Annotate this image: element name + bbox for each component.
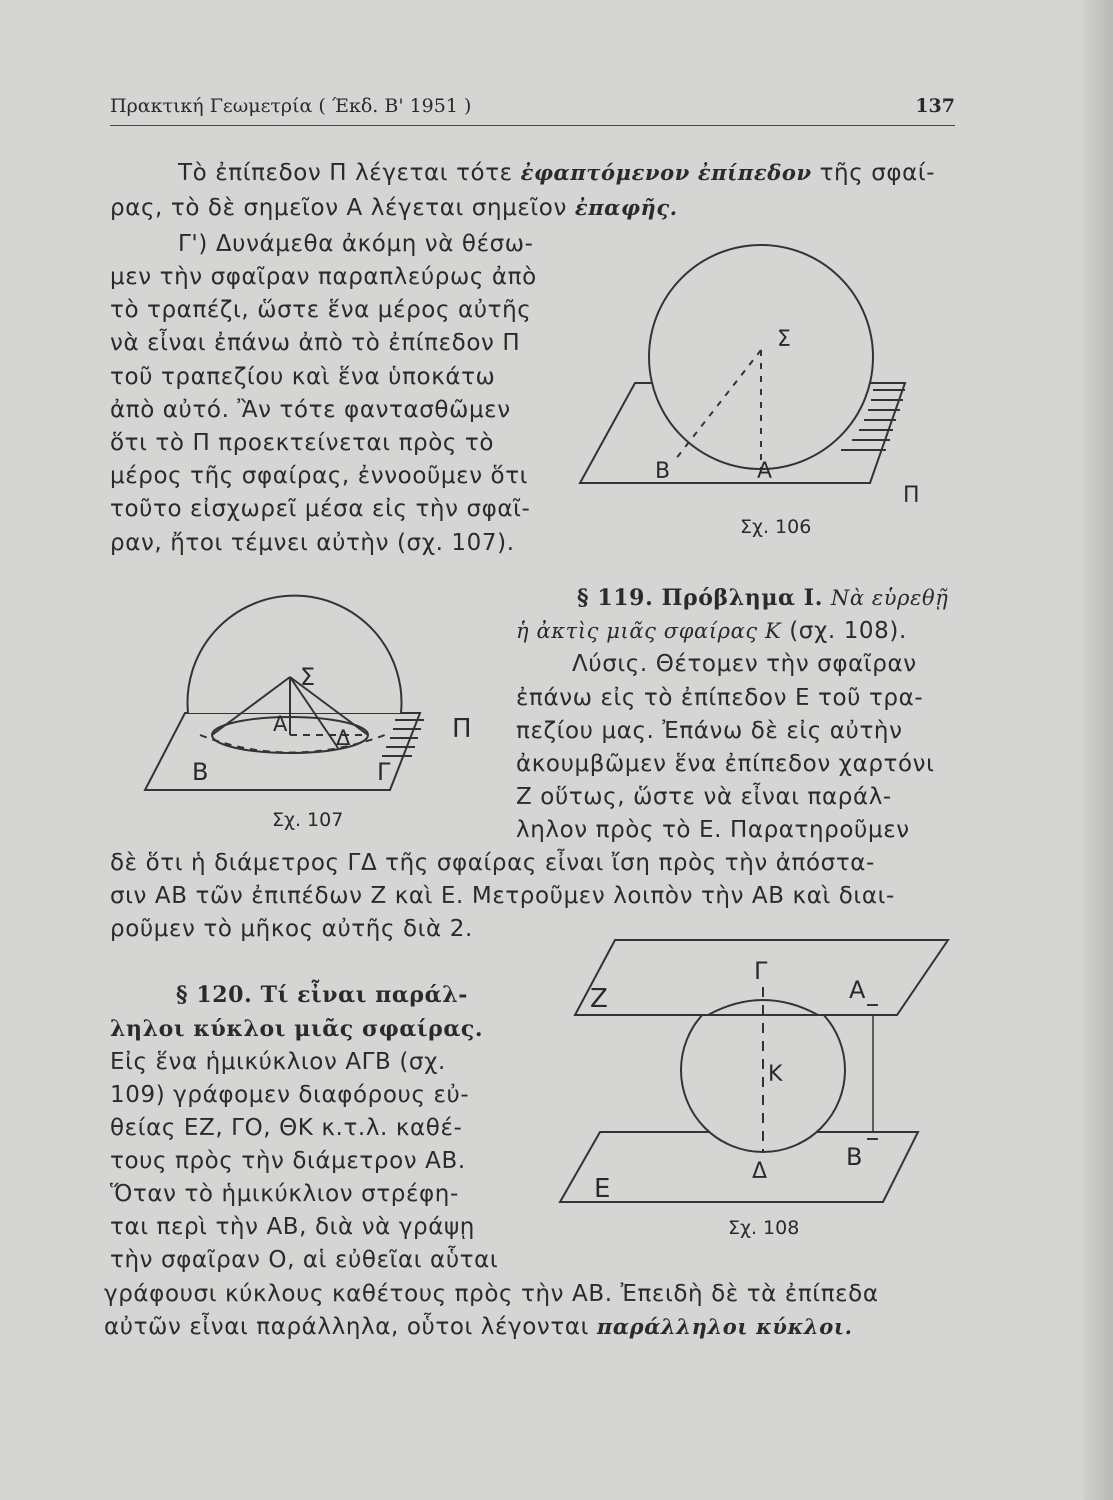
para2-line: νὰ εἶναι ἐπάνω ἀπὸ τὸ ἐπίπεδον Π [110,330,521,356]
label-b: Β [192,758,209,786]
label-sigma: Σ [300,663,316,691]
sec119-line: Ζ οὕτως, ὥστε νὰ εἶναι παράλ- [516,784,892,810]
term-contact: ἐπαφῆς. [574,195,678,220]
para1-line1 [178,158,935,188]
sec119-line: Λύσις. Θέτομεν τὴν σφαῖραν [572,651,917,677]
sphere [649,245,873,469]
sec119-full-line: σιν ΑΒ τῶν ἐπιπέδων Ζ καὶ Ε. Μετροῦμεν λοιπὸν τὴν ΑΒ καὶ διαι- [110,883,895,909]
para2-line: ὅτι τὸ Π προεκτείνεται πρὸς τὸ [110,430,495,456]
sec119-line: ληλον πρὸς τὸ Ε. Παρατηροῦμεν [516,817,910,843]
para1-text-b: τῆς σφαί- [819,160,936,186]
label-b: Β [846,1143,863,1171]
label-b: Β [655,459,671,484]
label-d: Δ [336,726,351,750]
para2-line: τὸ τραπέζι, ὥστε ἕνα μέρος αὐτῆς [110,297,532,323]
running-header [110,95,955,126]
sphere-upper [188,596,402,713]
para2-line: ἀπὸ αὐτό. Ἂν τότε φαντασθῶμεν [110,397,511,423]
sec120-line: Ὅταν τὸ ἡμικύκλιον στρέφη- [110,1181,459,1207]
sec120-full-line-2 [104,1312,853,1342]
para2-line: τοῦ τραπεζίου καὶ ἕνα ὑποκάτω [110,364,496,390]
caption-fig108: Σχ. 108 [728,1217,800,1239]
para2-line: ραν, ἤτοι τέμνει αὐτὴν (σχ. 107). [110,530,515,556]
sec120-line: τους πρὸς τὴν διάμετρον ΑΒ. [110,1148,466,1174]
sec120-full-line: γράφουσι κύκλους καθέτους πρὸς τὴν ΑΒ. Ἐπειδὴ δὲ τὰ ἐπίπεδα [104,1281,879,1307]
sec120-line: θείας ΕΖ, ΓΟ, ΘΚ κ.τ.λ. καθέ- [110,1115,463,1141]
sec119-line2 [516,616,907,646]
label-g: Γ [754,957,768,985]
sec120-line: τὴν σφαῖραν Ο, αἱ εὐθεῖαι αὗται [110,1247,499,1273]
figure-107 [140,585,490,805]
term-tangent-plane: ἐφαπτόμενον ἐπίπεδον [520,160,812,185]
para2-line: μέρος τῆς σφαίρας, ἐννοοῦμεν ὅτι [110,463,529,489]
para2-line: Γ') Δυνάμεθα ἀκόμη νὰ θέσω- [178,231,534,257]
sec120-heading-2: ληλοι κύκλοι μιᾶς σφαίρας. [110,1016,484,1042]
label-z: Ζ [590,984,608,1014]
caption-fig107: Σχ. 107 [272,809,344,831]
label-sigma: Σ [777,327,791,352]
sec119-ref: (σχ. 108). [789,618,907,644]
label-k: Κ [768,1062,783,1087]
sec119-line: πεζίου μας. Ἐπάνω δὲ εἰς αὐτὴν [516,718,903,744]
sec120-heading-1: § 120. Τί εἶναι παράλ- [176,982,468,1008]
sec119-line: ἀκουμβῶμεν ἕνα ἐπίπεδον χαρτόνι [516,751,935,777]
label-g: Γ [377,758,391,786]
para1-line2 [110,193,678,223]
label-d: Δ [752,1159,768,1184]
label-a: Α [757,459,773,484]
para2-line: μεν τὴν σφαῖραν παραπλεύρως ἀπὸ [110,264,537,290]
sec119-problem-italic: ἡ ἀκτὶς μιᾶς σφαίρας Κ [516,619,782,643]
sec120-text: αὐτῶν εἶναι παράλληλα, οὗτοι λέγονται [104,1314,589,1340]
page-number: 137 [915,95,955,117]
sec119-full-line: ροῦμεν τὸ μῆκος αὐτῆς διὰ 2. [110,916,473,942]
para2-line: τοῦτο εἰσχωρεῖ μέσα εἰς τὴν σφαῖ- [110,496,531,522]
figure-106 [575,250,925,510]
sec119-title-italic: Νὰ εὑρεθῇ [830,586,949,610]
sec120-line: ται περὶ τὴν ΑΒ, διὰ νὰ γράψῃ [110,1214,475,1240]
sec119-heading [577,583,948,613]
label-pi: Π [903,483,920,508]
para1-text-a: Τὸ ἐπίπεδον Π λέγεται τότε [178,160,513,186]
label-pi: Π [452,714,472,744]
sec120-line: Εἰς ἕνα ἡμικύκλιον ΑΓΒ (σχ. [110,1049,446,1075]
para1-text-c: ρας, τὸ δὲ σημεῖον Α λέγεται σημεῖον [110,195,567,221]
figure-108 [560,935,955,1215]
label-e: Ε [594,1174,611,1204]
header-title: Πρακτική Γεωμετρία ( Έκδ. Β' 1951 ) [110,95,472,117]
sec120-line: 109) γράφομεν διαφόρους εὐ- [110,1082,470,1108]
sec119-title: § 119. Πρόβλημα Ι. [577,585,823,611]
caption-fig106: Σχ. 106 [740,516,812,538]
sec119-full-line: δὲ ὅτι ἡ διάμετρος ΓΔ τῆς σφαίρας εἶναι ἴση πρὸς τὴν ἀπόστα- [110,850,875,876]
sec119-line: ἐπάνω εἰς τὸ ἐπίπεδον Ε τοῦ τρα- [516,685,924,711]
term-parallel-circles: παράλληλοι κύκλοι. [596,1314,853,1339]
page-edge [1083,0,1113,1500]
label-a: Α [849,976,866,1004]
label-a: Α [273,712,288,736]
